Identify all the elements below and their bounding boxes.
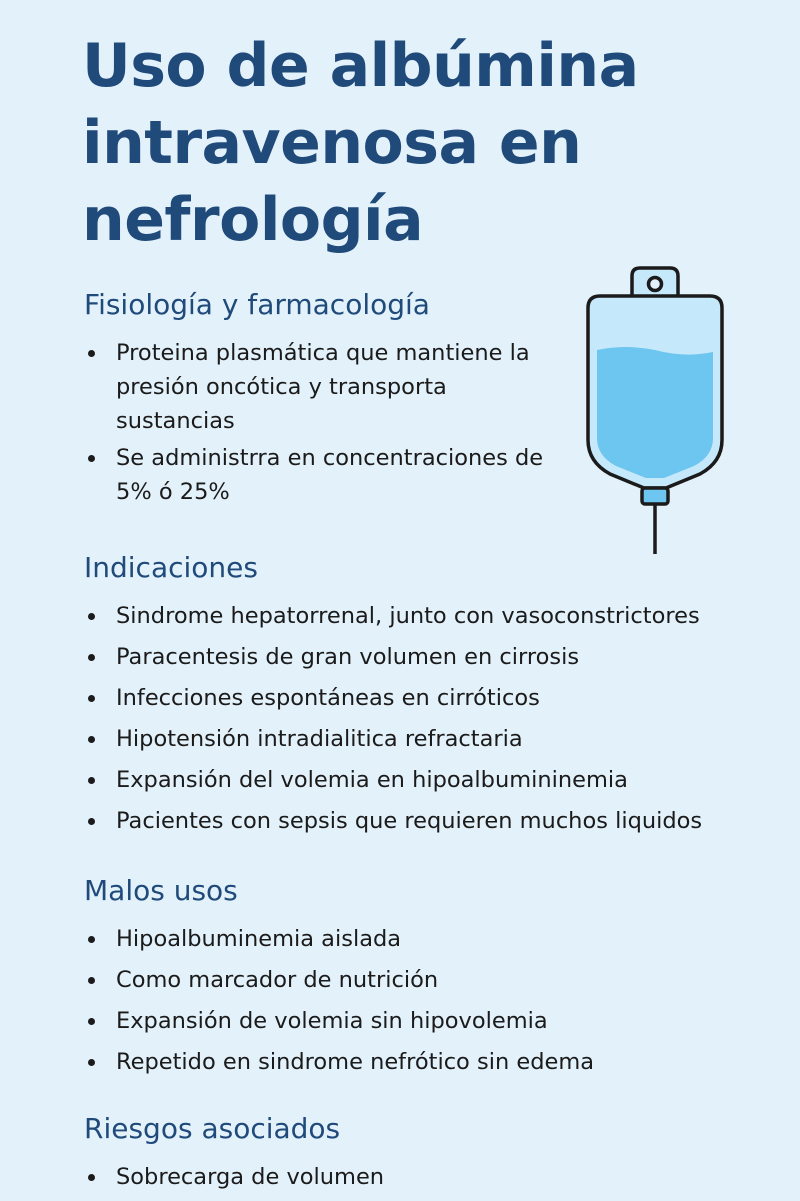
bullet-icon	[88, 455, 95, 462]
section-heading: Fisiología y farmacología	[84, 288, 430, 321]
list-item: Expansión del volemia en hipoalbumininemia	[84, 763, 784, 797]
list-item: Hipoalbuminemia aislada	[84, 922, 784, 956]
bullet-icon	[88, 695, 95, 702]
bullet-icon	[88, 736, 95, 743]
list-item: Se administrra en concentraciones de 5% ó 25%	[84, 441, 554, 509]
bullet-icon	[88, 350, 95, 357]
bullet-list	[84, 1160, 784, 1194]
bullet-icon	[88, 936, 95, 943]
bullet-list	[84, 336, 554, 509]
section-fisiologia	[84, 288, 554, 512]
bullet-icon	[88, 613, 95, 620]
list-item: Expansión de volemia sin hipovolemia	[84, 1004, 784, 1038]
section-heading: Malos usos	[84, 874, 238, 907]
list-item: Repetido en sindrome nefrótico sin edema	[84, 1045, 784, 1079]
section-malos-usos	[84, 874, 784, 1086]
section-indicaciones	[84, 551, 784, 845]
list-item: Proteina plasmática que mantiene la presión oncótica y transporta sustancias	[84, 336, 554, 438]
bullet-icon	[88, 1059, 95, 1066]
list-item: Infecciones espontáneas en cirróticos	[84, 681, 784, 715]
bullet-icon	[88, 654, 95, 661]
list-item: Sobrecarga de volumen	[84, 1160, 784, 1194]
page-title: Uso de albúmina intravenosa en nefrología	[82, 31, 639, 255]
list-item: Sindrome hepatorrenal, junto con vasoconstrictores	[84, 599, 784, 633]
bullet-icon	[88, 818, 95, 825]
bullet-icon	[88, 1174, 95, 1181]
section-heading: Indicaciones	[84, 551, 258, 584]
list-item: Pacientes con sepsis que requieren muchos liquidos	[84, 804, 784, 838]
bullet-list	[84, 599, 784, 838]
section-riesgos	[84, 1112, 784, 1201]
list-item: Paracentesis de gran volumen en cirrosis	[84, 640, 784, 674]
list-item: Hipotensión intradialitica refractaria	[84, 722, 784, 756]
list-item: Como marcador de nutrición	[84, 963, 784, 997]
section-heading: Riesgos asociados	[84, 1112, 341, 1145]
bullet-icon	[88, 777, 95, 784]
bullet-icon	[88, 1018, 95, 1025]
bullet-icon	[88, 977, 95, 984]
iv-bag-icon	[570, 262, 740, 562]
bullet-list	[84, 922, 784, 1079]
